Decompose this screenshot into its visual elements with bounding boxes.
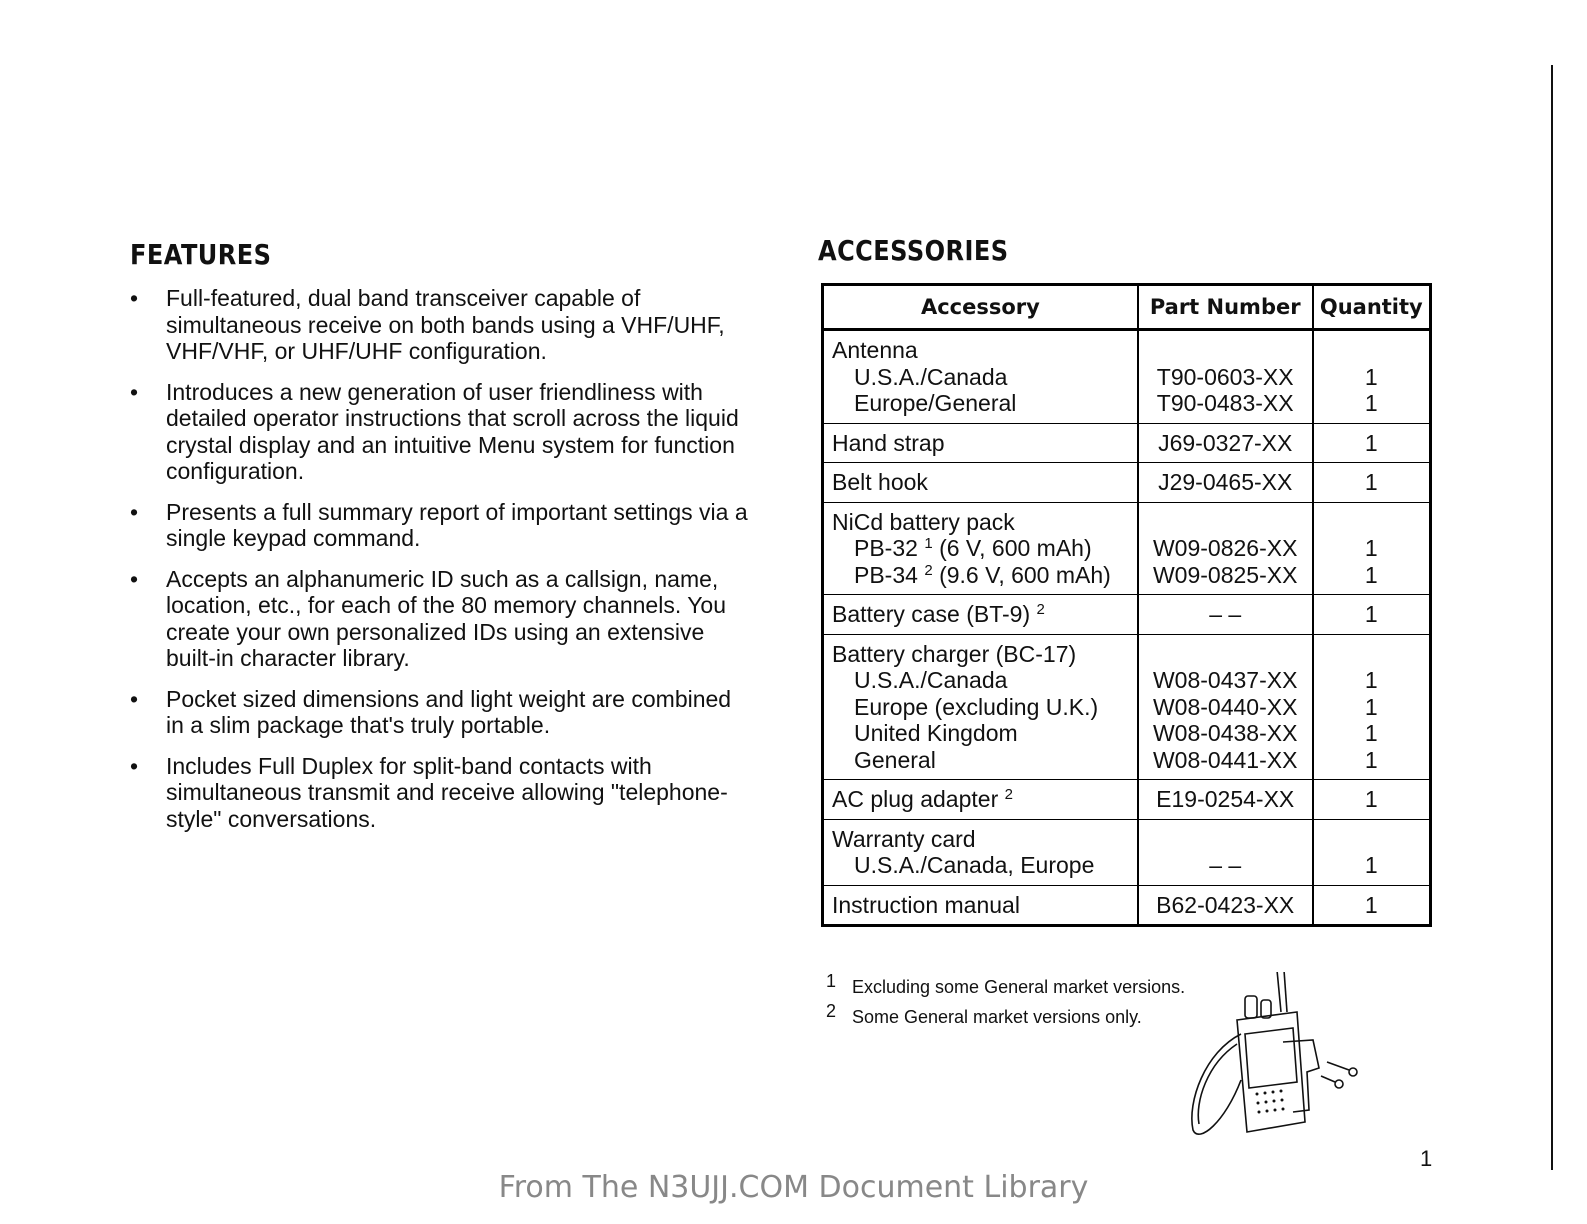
quantity: 1 — [1364, 786, 1378, 812]
quantity: 1 — [1364, 852, 1378, 878]
quantity: 1 — [1364, 561, 1378, 588]
accessory-cell — [823, 463, 1138, 503]
quantity: 1 — [1364, 693, 1378, 720]
accessory-variant: United Kingdom — [854, 720, 1018, 746]
quantity: 1 — [1364, 535, 1378, 561]
quantity-cell — [1313, 463, 1431, 503]
accessory-variant: U.S.A./Canada — [854, 667, 1008, 693]
accessory-name: Antenna — [832, 337, 918, 363]
accessory-cell — [823, 595, 1138, 635]
table-row — [823, 595, 1431, 635]
accessories-table — [821, 283, 1432, 927]
accessory-variant: Europe/General — [854, 390, 1017, 416]
column-header-part-number: Part Number — [1138, 285, 1313, 330]
part-number: J29-0465-XX — [1158, 469, 1293, 495]
quantity: 1 — [1364, 667, 1378, 693]
footnote-text: Some General market versions only. — [852, 1007, 1142, 1027]
bullet-icon: • — [130, 285, 139, 311]
accessory-name: Battery case (BT-9) $^2$ — [832, 601, 1045, 627]
accessory-name: NiCd battery pack — [832, 508, 1015, 535]
feature-text: Includes Full Duplex for split-band contacts with simultaneous transmit and receive allowing "telephone-style" conversations. — [166, 752, 728, 832]
table-row — [823, 885, 1431, 926]
quantity: 1 — [1364, 601, 1378, 627]
part-number-cell — [1138, 502, 1313, 595]
table-row — [823, 463, 1431, 503]
part-number: – – — [1209, 852, 1242, 878]
footnote — [826, 1002, 1185, 1032]
accessory-variant: PB-32 $^1$ (6 V, 600 mAh) — [854, 535, 1092, 561]
accessory-name: Belt hook — [832, 469, 928, 495]
quantity: 1 — [1364, 363, 1378, 390]
quantity-cell — [1313, 502, 1431, 595]
accessory-name: Warranty card — [832, 825, 976, 852]
feature-text: Accepts an alphanumeric ID such as a callsign, name, location, etc., for each of the 80 memory channels. You create your own personalized IDs using an extensive built-in character library. — [166, 565, 727, 671]
quantity-cell — [1313, 885, 1431, 926]
accessory-name: Instruction manual — [832, 891, 1020, 918]
quantity-cell — [1313, 330, 1431, 424]
quantity-cell — [1313, 819, 1431, 885]
accessory-name: Hand strap — [832, 429, 945, 456]
page-edge-line — [1551, 65, 1553, 1170]
part-number: E19-0254-XX — [1156, 786, 1295, 812]
part-number-cell — [1138, 819, 1313, 885]
footnote-ref: 2 — [1004, 786, 1013, 803]
quantity: 1 — [1364, 891, 1378, 918]
quantity: 1 — [1364, 720, 1378, 746]
part-number: T90-0483-XX — [1156, 390, 1294, 416]
part-number-cell — [1138, 463, 1313, 503]
feature-item — [130, 753, 750, 833]
part-number: W09-0825-XX — [1152, 561, 1298, 588]
page-number: 1 — [1420, 1146, 1433, 1171]
table-row — [823, 423, 1431, 463]
features-list — [130, 285, 750, 846]
part-number: W08-0437-XX — [1152, 667, 1298, 693]
quantity: 1 — [1364, 429, 1378, 456]
table-header-row — [823, 285, 1431, 330]
footnote-ref: 2 — [924, 561, 933, 579]
footer-credit: From The N3UJJ.COM Document Library — [498, 1170, 1089, 1205]
part-number: W08-0441-XX — [1152, 746, 1298, 773]
part-number: W09-0826-XX — [1152, 535, 1298, 561]
bullet-icon: • — [130, 565, 139, 592]
footnote-ref: 2 — [1036, 601, 1045, 618]
quantity-cell — [1313, 595, 1431, 635]
part-number: J69-0327-XX — [1158, 429, 1293, 456]
accessories-heading: ACCESSORIES — [818, 234, 1009, 267]
quantity-cell — [1313, 780, 1431, 820]
column-header-accessory: Accessory — [823, 285, 1138, 330]
feature-text: Introduces a new generation of user friendliness with detailed operator instructions that scroll across the liquid crystal display and an intuitive Menu system for function configuration. — [166, 378, 739, 484]
footnote-ref: 1 — [924, 535, 933, 552]
quantity: 1 — [1364, 469, 1378, 495]
accessory-cell — [823, 819, 1138, 885]
accessory-variant: Europe (excluding U.K.) — [854, 693, 1099, 720]
quantity-cell — [1313, 423, 1431, 463]
bullet-icon: • — [130, 378, 139, 405]
part-number-cell — [1138, 595, 1313, 635]
footnote-mark: 1 — [826, 971, 837, 991]
feature-item — [130, 379, 750, 485]
feature-text: Pocket sized dimensions and light weight are combined in a slim package that's truly portable. — [166, 685, 732, 738]
accessory-variant: General — [854, 746, 936, 773]
part-number-cell — [1138, 634, 1313, 780]
radio-with-accessories-illustration — [1185, 972, 1395, 1142]
accessory-cell — [823, 423, 1138, 463]
footnote-mark: 2 — [826, 1001, 837, 1021]
accessory-variant: U.S.A./Canada, Europe — [854, 852, 1095, 878]
table-row — [823, 780, 1431, 820]
quantity: 1 — [1364, 390, 1378, 416]
part-number-cell — [1138, 885, 1313, 926]
table-row — [823, 819, 1431, 885]
feature-item — [130, 686, 750, 739]
column-header-quantity: Quantity — [1313, 285, 1431, 330]
footnote-text: Excluding some General market versions. — [852, 977, 1186, 997]
accessory-cell — [823, 885, 1138, 926]
feature-text: Full-featured, dual band transceiver capable of simultaneous receive on both bands using a VHF/UHF, VHF/VHF, or UHF/UHF configuration. — [166, 285, 725, 364]
accessory-name: AC plug adapter $^2$ — [832, 786, 1013, 812]
footnote — [826, 972, 1185, 1002]
table-row — [823, 330, 1431, 424]
part-number: B62-0423-XX — [1156, 891, 1295, 918]
features-heading: FEATURES — [130, 238, 272, 271]
accessory-variant: PB-34 $^2$ (9.6 V, 600 mAh) — [854, 561, 1111, 588]
accessory-cell — [823, 502, 1138, 595]
feature-text: Presents a full summary report of important settings via a single keypad command. — [166, 498, 748, 551]
part-number-cell — [1138, 330, 1313, 424]
quantity: 1 — [1364, 746, 1378, 773]
table-row — [823, 502, 1431, 595]
feature-item — [130, 285, 750, 365]
part-number: W08-0438-XX — [1152, 720, 1298, 746]
part-number: – – — [1209, 601, 1242, 627]
bullet-icon: • — [130, 498, 139, 525]
feature-item — [130, 566, 750, 672]
part-number: T90-0603-XX — [1156, 363, 1294, 390]
accessory-cell — [823, 330, 1138, 424]
bullet-icon: • — [130, 752, 139, 779]
feature-item — [130, 499, 750, 552]
footnotes — [826, 972, 1185, 1032]
part-number-cell — [1138, 423, 1313, 463]
accessory-name: Battery charger (BC-17) — [832, 640, 1077, 667]
accessory-variant: U.S.A./Canada — [854, 363, 1008, 390]
quantity-cell — [1313, 634, 1431, 780]
accessory-cell — [823, 780, 1138, 820]
part-number: W08-0440-XX — [1152, 693, 1298, 720]
part-number-cell — [1138, 780, 1313, 820]
table-row — [823, 634, 1431, 780]
bullet-icon: • — [130, 685, 139, 712]
accessory-cell — [823, 634, 1138, 780]
